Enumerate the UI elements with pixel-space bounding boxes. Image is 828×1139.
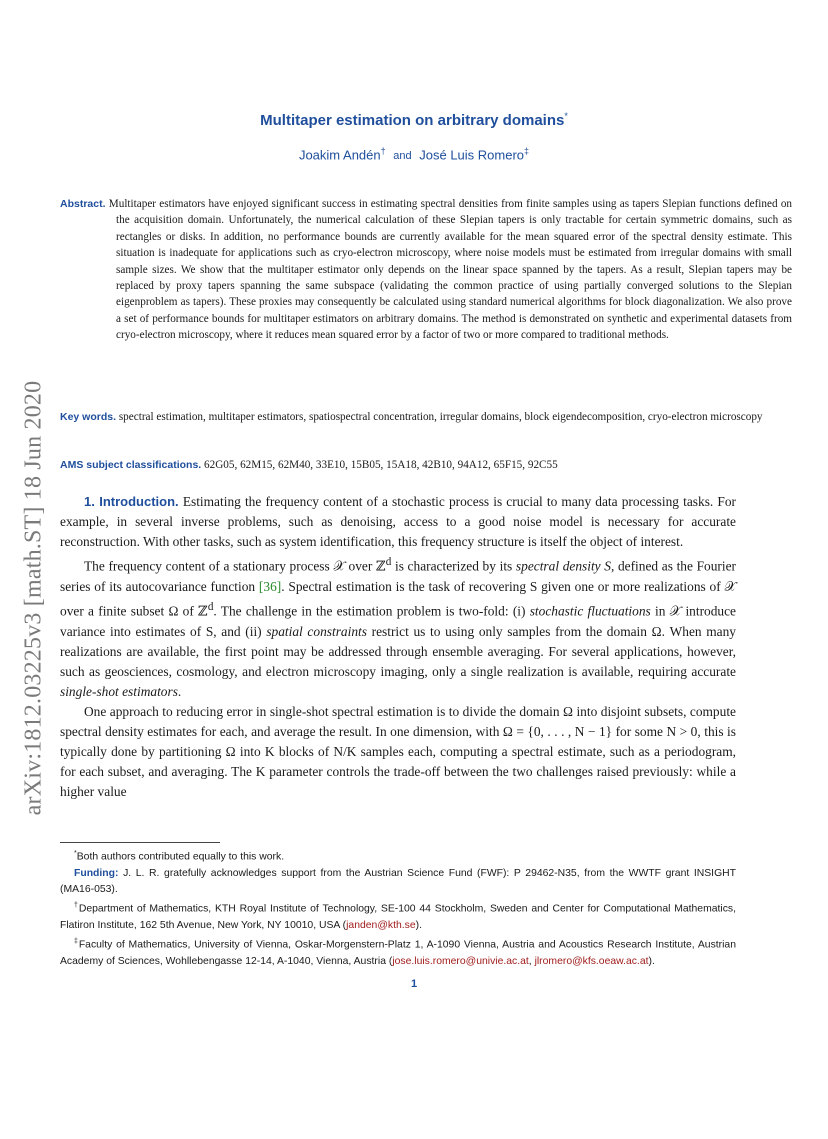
p2-part: restrict us to using only samples from the domain Ω. When many realizations are available, the first point may be addressed through ensemble averaging. For several applications, however, such as geosciences, cosmology, and electron microscopy imaging, only a single realization is available, requiring accurate <box>60 623 736 679</box>
fn-text: ). <box>415 919 422 931</box>
abstract <box>60 196 792 344</box>
email-link[interactable]: jlromero@kfs.oeaw.ac.at <box>534 955 649 967</box>
p2-part: . Spectral estimation is the task of recovering S given one or more realizations of 𝒳 over a finite subset Ω of ℤ <box>60 578 736 619</box>
p2-part: , defined as the Fourier series of its autocovariance function <box>60 558 736 594</box>
keywords <box>60 409 802 425</box>
intro-paragraph-1 <box>60 492 736 552</box>
funding-text: J. L. R. gratefully acknowledges support from the Austrian Science Fund (FWF): P 29462-N35, from the WWTF grant INSIGHT (MA16-053). <box>60 867 737 895</box>
p2-part: . <box>177 683 182 699</box>
p2-part: . The challenge in the estimation problem is two-fold: (i) <box>213 603 530 619</box>
abstract-text: Multitaper estimators have enjoyed significant success in estimating spectral densities from finite samples using as tapers Slepian functions defined on the acquisition domain. Unfortunately, the numerical calculation of these Slepian tapers is only tractable for certain symmetric domains, such as rectangles or disks. In addition, no performance bounds are currently available for the mean squared error of the spectral density estimate. This situation is inadequate for applications such as cryo-electron microscopy, where noise models must be estimated from irregular domains with small sample sizes. We show that the multitaper estimator only depends on the linear space spanned by the tapers. As a result, Slepian tapers may be replaced by proxy tapers spanning the same subspace (validating the common practice of using partially converged solutions to the Slepian eigenproblem as tapers). These proxies may consequently be calculated using standard numerical algorithms for block diagonalization. We also prove a set of performance bounds for multitaper estimators on arbitrary domains. The method is demonstrated on synthetic and experimental datasets from cryo-electron microscopy, where it reduces mean squared error by a factor of two or more compared to traditional methods. <box>108 198 793 342</box>
footnote-equal-contribution <box>60 846 736 866</box>
intro-paragraph-3 <box>60 702 736 802</box>
author-romero-mark[interactable]: ‡ <box>524 146 530 156</box>
term-single-shot: single-shot estimators <box>60 683 178 699</box>
citation-link[interactable]: [36] <box>258 578 282 594</box>
ams-classifications <box>60 457 736 473</box>
title-footnote-mark[interactable]: * <box>564 111 568 121</box>
footnote-affiliation-anden <box>60 898 736 934</box>
fn-mark: ‡ <box>74 937 79 945</box>
p2-sup: d <box>385 556 392 569</box>
author-conjunction: and <box>393 150 412 163</box>
intro-paragraph-2 <box>60 552 736 702</box>
term-spectral-density: spectral density S <box>515 558 611 574</box>
footnote-funding <box>60 866 736 898</box>
paper-title <box>0 111 828 129</box>
email-link[interactable]: janden@kth.se <box>346 919 416 931</box>
footnote-rule <box>60 842 220 843</box>
author-anden-mark[interactable]: † <box>380 146 386 156</box>
fn-mark: † <box>74 902 79 910</box>
p2-part: is characterized by its <box>391 558 516 574</box>
footnote-affiliation-romero <box>60 934 736 970</box>
ams-text: 62G05, 62M15, 62M40, 33E10, 15B05, 15A18, 42B10, 94A12, 65F15, 92C55 <box>204 459 558 471</box>
fn-text: Department of Mathematics, KTH Royal Institute of Technology, SE-100 44 Stockholm, Sweden and Center for Computational Mathematics, Flatiron Institute, 162 5th Avenue, New York, NY 10010, USA ( <box>60 903 736 931</box>
keywords-text: spectral estimation, multitaper estimators, spatiospectral concentration, irregular domains, block eigendecomposition, cryo-electron microscopy <box>118 411 763 423</box>
fn-text: ). <box>648 955 655 967</box>
abstract-label: Abstract. <box>60 198 106 210</box>
section-heading: 1. Introduction. <box>84 494 179 509</box>
fn-text: Faculty of Mathematics, University of Vienna, Oskar-Morgenstern-Platz 1, A-1090 Vienna, Austria and Acoustics Research Institute, Austrian Academy of Sciences, Wohllebengasse 12-14, A-1040, Vienna, Austria ( <box>60 939 736 967</box>
keywords-label: Key words. <box>60 411 117 423</box>
author-romero: José Luis Romero <box>419 147 525 163</box>
ams-label: AMS subject classifications. <box>60 459 202 471</box>
author-anden: Joakim Andén <box>298 147 381 163</box>
intro-p3-text: One approach to reducing error in single-shot spectral estimation is to divide the domain Ω into disjoint subsets, compute spectral density estimates for each, and average the result. In one dimension, with Ω = {0, . . . , N − 1} for some N > 0, this is typically done by partitioning Ω into K blocks of N/K samples each, computing a spectral estimate, such as a periodogram, for each subset, and averaging. The K parameter controls the trade-off between the two challenges raised previously: while a higher value <box>60 703 736 800</box>
email-link[interactable]: jose.luis.romero@univie.ac.at <box>392 955 529 967</box>
introduction-section <box>60 492 736 802</box>
fn-mark: * <box>74 850 77 857</box>
p2-part: in 𝒳 introduce variance into estimates of S, and (ii) <box>60 603 737 639</box>
p2-sup: d <box>207 600 214 613</box>
term-spatial-constraints: spatial constraints <box>266 623 367 639</box>
author-list <box>0 146 828 162</box>
p2-part: The frequency content of a stationary process 𝒳 over ℤ <box>84 558 386 574</box>
fn-text: Both authors contributed equally to this work. <box>76 851 285 863</box>
arxiv-identifier: arXiv:1812.03225v3 [math.ST] 18 Jun 2020 <box>20 380 47 816</box>
page-number: 1 <box>410 978 418 990</box>
funding-label: Funding: <box>74 867 119 879</box>
title-text: Multitaper estimation on arbitrary domains <box>260 112 565 129</box>
term-stochastic-fluctuations: stochastic fluctuations <box>529 603 651 619</box>
footnotes <box>60 846 736 970</box>
fn-text: , <box>528 955 535 967</box>
intro-p1-text: Estimating the frequency content of a stochastic process is crucial to many data processing tasks. For example, in several inverse problems, such as denoising, access to a good noise model is necessary for accurate reconstruction. With other tasks, such as system identification, this frequency structure is itself the object of interest. <box>60 494 736 550</box>
